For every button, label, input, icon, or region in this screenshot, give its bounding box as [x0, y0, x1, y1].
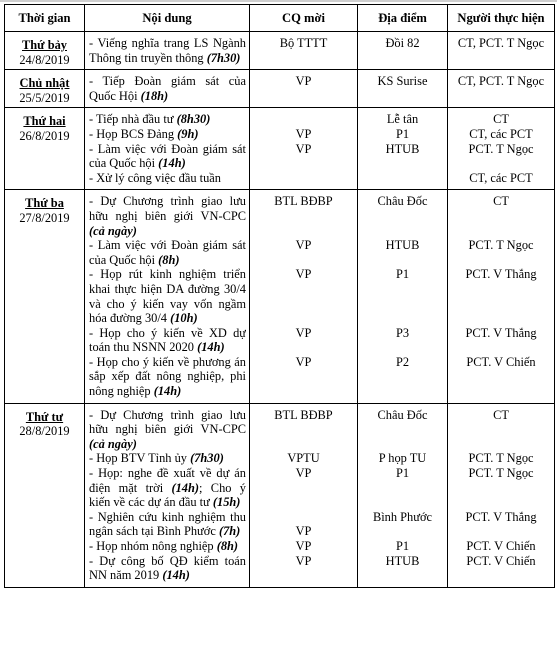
location-value: P3 — [395, 325, 410, 340]
content-line: - Dự công bố QĐ kiểm toán — [89, 553, 246, 568]
day-date: 25/5/2019 — [19, 90, 70, 105]
day-date: 24/8/2019 — [19, 52, 70, 67]
content-line: sắp xếp đất nông nghiệp, phi — [89, 369, 246, 384]
day-cell — [5, 108, 85, 190]
schedule-table — [4, 4, 555, 588]
day-date: 28/8/2019 — [19, 424, 70, 439]
day-row — [5, 32, 555, 70]
content-line: (cả ngày) — [89, 223, 137, 238]
inviting-agency-value: VP — [295, 524, 312, 539]
executor-value: PCT. T Ngọc — [468, 466, 534, 481]
content-line: (cả ngày) — [89, 436, 137, 451]
content-line: toán thu NSNN 2020 (14h) — [89, 340, 225, 355]
header-location: Địa điểm — [358, 5, 448, 32]
content-line: khai thực hiện DA đường 30/4 — [89, 281, 246, 296]
day-name: Thứ bảy — [22, 38, 67, 52]
executor-value: PCT. V Thắng — [465, 267, 537, 282]
day-row — [5, 190, 555, 403]
content-line: và cho ý kiến vay vốn ngầm — [89, 296, 246, 311]
executor-value: CT — [493, 112, 509, 127]
content-line: - Họp BTV Tỉnh ủy (7h30) — [89, 451, 224, 466]
content-line: của Quốc hội (14h) — [89, 156, 186, 171]
executor-value: CT — [493, 194, 509, 209]
location-value: HTUB — [385, 141, 420, 156]
cq-cell — [250, 70, 358, 108]
place-cell — [358, 32, 448, 70]
location-value: P họp TU — [378, 451, 427, 466]
top-rule — [0, 0, 557, 2]
place-cell — [358, 403, 448, 587]
executor-value: PCT. T Ngọc — [468, 238, 534, 253]
content-line: - Họp: nghe đề xuất về dự án — [89, 466, 246, 481]
header-executor: Người thực hiện — [448, 5, 555, 32]
content-line: - Nghiên cứu kinh nghiệm thu — [89, 509, 246, 524]
content-cell — [85, 70, 250, 108]
location-value: Bình Phước — [372, 509, 433, 524]
content-line: - Làm việc với Đoàn giám sát — [89, 238, 246, 253]
executor-value: PCT. T Ngọc — [468, 141, 534, 156]
day-name: Thứ ba — [25, 196, 64, 211]
day-cell — [5, 403, 85, 587]
cq-cell — [250, 108, 358, 190]
content-line: - Tiếp nhà đầu tư (8h30) — [89, 112, 211, 127]
day-row — [5, 70, 555, 108]
content-line: NN năm 2019 (14h) — [89, 568, 190, 583]
location-value: P1 — [395, 267, 410, 282]
location-value: P1 — [395, 126, 410, 141]
person-cell — [448, 70, 555, 108]
content-line: - Làm việc với Đoàn giám sát — [89, 141, 246, 156]
inviting-agency-value: VP — [295, 466, 312, 481]
place-cell — [358, 190, 448, 403]
cq-cell — [250, 190, 358, 403]
inviting-agency-value: BTL BĐBP — [274, 407, 333, 422]
content-line: - Tiếp Đoàn giám sát của — [89, 74, 246, 89]
content-line: - Dự Chương trình giao lưu — [89, 194, 246, 209]
location-value: KS Surise — [377, 74, 428, 89]
day-date: 27/8/2019 — [19, 210, 70, 225]
location-value: Châu Đốc — [377, 407, 428, 422]
content-line: - Họp BCS Đảng (9h) — [89, 126, 199, 141]
header-time: Thời gian — [5, 5, 85, 32]
day-name: Chủ nhật — [19, 76, 70, 91]
content-line: hóa đường 30/4 (10h) — [89, 311, 198, 326]
location-value: P1 — [395, 539, 410, 553]
location-value: P2 — [395, 354, 410, 369]
content-cell — [85, 108, 250, 190]
inviting-agency-value: VP — [295, 238, 312, 253]
location-value: HTUB — [385, 553, 420, 568]
location-value: P1 — [395, 466, 410, 481]
content-cell — [85, 403, 250, 587]
content-line: - Dự Chương trình giao lưu — [89, 407, 246, 422]
inviting-agency-value: VP — [295, 74, 312, 89]
content-line: nông nghiệp (14h) — [89, 384, 182, 399]
executor-value: PCT. V Chiến — [466, 553, 536, 568]
executor-value: PCT. V Thắng — [465, 325, 537, 340]
day-name: Thứ tư — [25, 409, 64, 424]
executor-value: CT, các PCT — [469, 170, 533, 185]
inviting-agency-value: VP — [295, 267, 312, 282]
content-line: - Họp cho ý kiến về XD dự — [89, 325, 246, 340]
day-cell — [5, 70, 85, 108]
day-row — [5, 108, 555, 190]
inviting-agency-value: VP — [295, 126, 312, 141]
executor-value: PCT. V Chiến — [466, 539, 536, 553]
content-line: hữu nghị biên giới VN-CPC — [89, 422, 246, 437]
executor-value: CT, các PCT — [469, 126, 533, 141]
inviting-agency-value: VP — [295, 354, 312, 369]
location-value: HTUB — [385, 238, 420, 253]
person-cell — [448, 190, 555, 403]
content-line: Thông tin truyền thông (7h30) — [89, 50, 241, 65]
day-cell — [5, 32, 85, 70]
executor-value: PCT. T Ngọc — [468, 451, 534, 466]
header-content: Nội dung — [85, 5, 250, 32]
table-header-row — [5, 5, 555, 32]
day-row — [5, 403, 555, 587]
place-cell — [358, 108, 448, 190]
content-line: ngân sách tại Bình Phước (7h) — [89, 524, 241, 539]
content-line: - Họp rút kinh nghiệm triển — [89, 267, 246, 282]
content-line: của Quốc hội (8h) — [89, 252, 180, 267]
executor-value: CT, PCT. T Ngọc — [457, 74, 545, 89]
executor-value: PCT. V Chiến — [466, 354, 536, 369]
content-line: - Viếng nghĩa trang LS Ngành — [89, 36, 246, 50]
inviting-agency-value: VP — [295, 141, 312, 156]
day-date: 26/8/2019 — [19, 128, 70, 143]
cq-cell — [250, 32, 358, 70]
day-cell — [5, 190, 85, 403]
content-cell — [85, 32, 250, 70]
content-line: - Xử lý công việc đầu tuần — [89, 170, 221, 185]
inviting-agency-value: VP — [295, 325, 312, 340]
place-cell — [358, 70, 448, 108]
content-cell — [85, 190, 250, 403]
content-line: điện mặt trời (14h); Cho ý — [89, 480, 246, 495]
inviting-agency-value: VP — [295, 553, 312, 568]
day-name: Thứ hai — [23, 114, 66, 129]
content-line: - Họp cho ý kiến về phương án — [89, 354, 246, 369]
content-line: hữu nghị biên giới VN-CPC — [89, 208, 246, 223]
person-cell — [448, 108, 555, 190]
header-inviting-agency: CQ mời — [250, 5, 358, 32]
executor-value: CT, PCT. T Ngọc — [457, 36, 545, 50]
location-value: Lễ tân — [386, 112, 419, 127]
person-cell — [448, 403, 555, 587]
inviting-agency-value: VP — [295, 539, 312, 553]
location-value: Châu Đốc — [377, 194, 428, 209]
content-line: kiến về các dự án đầu tư (15h) — [89, 495, 241, 510]
executor-value: PCT. V Thắng — [465, 509, 537, 524]
content-line: - Họp nhóm nông nghiệp (8h) — [89, 539, 239, 553]
person-cell — [448, 32, 555, 70]
inviting-agency-value: BTL BĐBP — [274, 194, 333, 209]
inviting-agency-value: Bộ TTTT — [279, 36, 328, 50]
inviting-agency-value: VPTU — [287, 451, 320, 466]
executor-value: CT — [493, 407, 509, 422]
cq-cell — [250, 403, 358, 587]
content-line: Quốc Hội (18h) — [89, 88, 169, 103]
location-value: Đồi 82 — [385, 36, 420, 50]
